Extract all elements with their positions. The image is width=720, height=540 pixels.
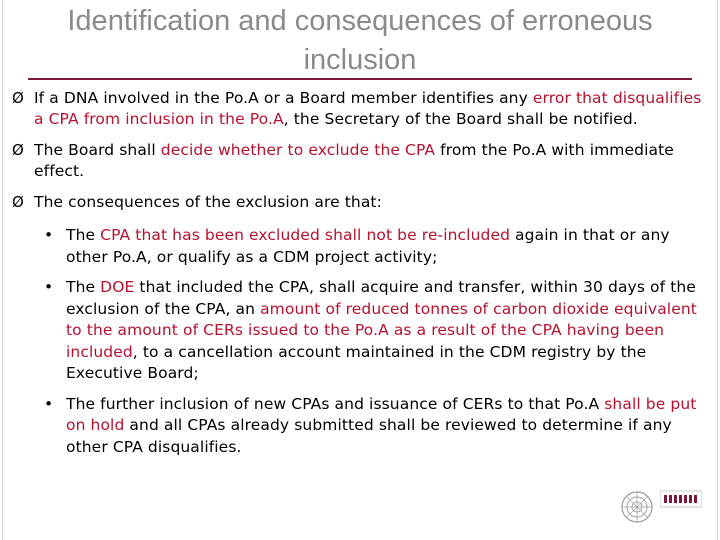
bullet-item [10,88,710,130]
sub-bullet-item [10,277,710,385]
emphasized-text: DOE [100,278,135,296]
body-text: that included the CPA, shall acquire and transfer, within 30 days of the exclusion of the CPA, an [66,278,696,318]
emphasized-text: shall be put on hold [66,394,697,434]
emphasized-text: CPA that has been excluded shall not be re-included [100,226,511,244]
body-text: If a DNA involved in the Po.A or a Board member identifies any [34,89,533,107]
arrow-bullet-icon: Ø [12,193,24,211]
body-text: The [66,278,101,296]
arrow-bullet-icon: Ø [12,89,24,107]
sub-bullet-text [66,395,696,456]
title-underline [28,78,692,80]
emphasized-text: error that disqualifies a CPA from inclusion in the Po.A [34,89,702,128]
dot-bullet-icon: • [44,278,54,296]
body-text: , to a cancellation account maintained in the CDM registry by the Executive Board; [66,342,647,382]
unfccc-logo-icon [660,488,702,510]
dot-bullet-icon: • [44,394,54,413]
slide-content [10,88,710,467]
emphasized-text: amount of reduced tonnes of carbon dioxide equivalent to the amount of CERs issued to the Po.A as a result of the CPA having been included [66,299,697,361]
bullet-item [10,192,710,213]
sub-bullet-item [10,225,710,268]
emphasized-text: decide whether to exclude the CPA [160,141,436,159]
sub-bullet-text [66,226,670,266]
slide-title [0,2,720,80]
dot-bullet-icon: • [44,226,54,244]
body-text: The further inclusion of new CPAs and issuance of CERs to that Po.A [66,394,605,413]
footer-logos [614,484,714,534]
bullet-text [34,193,382,211]
title-line-2: inclusion [303,44,417,76]
body-text: from the Po.A with immediate effect. [34,141,674,180]
slide-border-right [717,0,718,540]
slide-border-left [2,0,3,540]
body-text: and all CPAs already submitted shall be reviewed to determine if any other CPA disqualifies. [66,416,672,456]
body-text: , the Secretary of the Board shall be notified. [283,110,638,128]
title-line-1: Identification and consequences of erroneous [67,5,653,37]
un-emblem-icon [620,490,654,524]
body-text: The [66,226,101,244]
body-text: The consequences of the exclusion are that: [34,193,382,211]
sub-bullet-text [66,278,697,382]
body-text: again in that or any other Po.A, or qualify as a CDM project activity; [66,226,670,266]
body-text: The Board shall [34,141,161,159]
sub-bullet-item [10,394,710,459]
arrow-bullet-icon: Ø [12,141,24,159]
bullet-text [34,89,701,128]
bullet-item [10,140,710,182]
bullet-text [34,141,674,180]
